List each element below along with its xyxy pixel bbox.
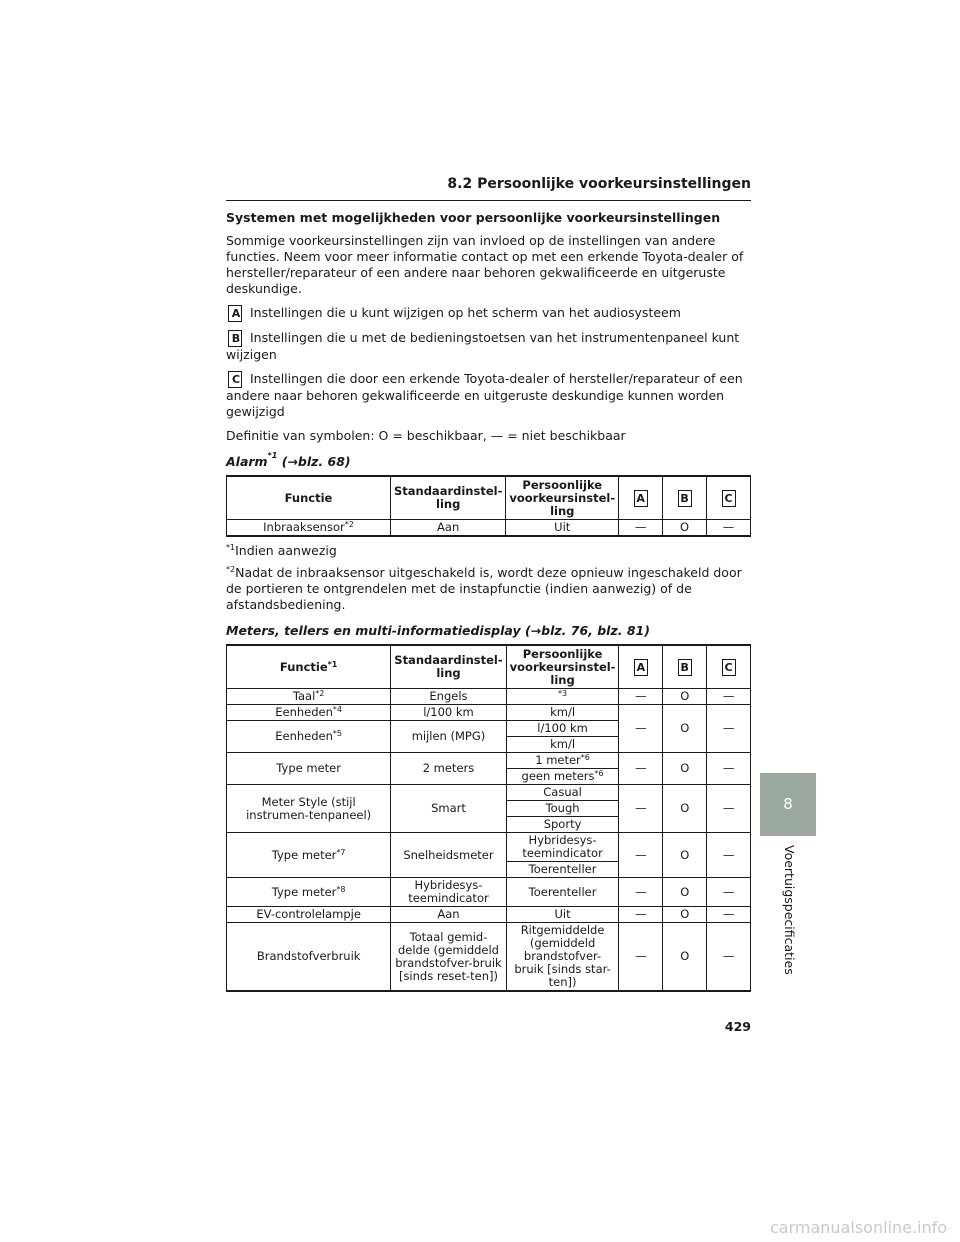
cell-a: — (619, 705, 663, 753)
box-letter-c-icon: C (722, 490, 736, 507)
table-row (227, 705, 751, 721)
cell-persoonlijk: km/l (506, 737, 619, 753)
cell-persoonlijk: Toerenteller (506, 862, 619, 878)
chapter-label: Voertuigspecificaties (782, 845, 797, 975)
col-persoonlijk: Persoonlijke voorkeursinstel-ling (506, 476, 619, 520)
cell-standaard: Engels (391, 689, 506, 705)
box-letter-a-icon: A (634, 659, 648, 676)
cell-c: — (707, 520, 751, 537)
table-row (227, 689, 751, 705)
cell-persoonlijk: *3 (506, 689, 619, 705)
page-number: 429 (724, 1019, 751, 1034)
symbol-definition: Definitie van symbolen: O = beschikbaar, — = niet beschikbaar (226, 428, 626, 443)
cell-persoonlijk: Hybridesys-teemindicator (506, 833, 619, 862)
meters-title-ref: (→blz. 76, blz. 81) (520, 623, 650, 638)
col-c (707, 645, 751, 689)
cell-persoonlijk: Uit (506, 907, 619, 923)
alarm-title-ref: (→blz. 68) (277, 454, 351, 469)
meters-title (226, 623, 751, 638)
cell-standaard: Totaal gemid-delde (gemiddeld brandstofver-bruik [sinds reset-ten]) (391, 923, 506, 992)
box-letter-a-icon: A (634, 490, 648, 507)
col-standaard: Standaardinstel-ling (391, 645, 506, 689)
cell-persoonlijk: geen meters$^{*6}$ (506, 769, 619, 785)
cell-standaard: Smart (391, 785, 506, 833)
cell-standaard: 2 meters (391, 753, 506, 785)
meters-table-header (227, 645, 751, 689)
meters-title-text: Meters, tellers en multi-informatiedisplay (226, 623, 521, 638)
cell-b: O (663, 753, 707, 785)
legend-text-a: Instellingen die u kunt wijzigen op het scherm van het audiosysteem (250, 305, 681, 320)
box-letter-b-icon: B (228, 330, 242, 347)
table-row (227, 907, 751, 923)
cell-standaard: Aan (391, 907, 506, 923)
page-content (226, 210, 751, 992)
cell-a: — (619, 753, 663, 785)
footnote-2: $^{*2}$Nadat de inbraaksensor uitgeschakeld is, wordt deze opnieuw ingeschakeld door de portieren te ontgrendelen met de instapfunctie (indien aanwezig) of de afstandsbediening. (226, 565, 742, 612)
box-letter-a-icon: A (228, 305, 242, 322)
table-row (227, 520, 751, 537)
table-row (227, 923, 751, 992)
col-a (619, 645, 663, 689)
cell-b: O (663, 878, 707, 907)
chapter-number: 8 (783, 795, 793, 813)
cell-b: O (663, 520, 707, 537)
legend-item-c (226, 371, 751, 420)
alarm-table (226, 475, 751, 537)
header-title: 8.2 Persoonlijke voorkeursinstellingen (447, 176, 751, 192)
cell-c: — (707, 923, 751, 992)
cell-standaard: Hybridesys-teemindicator (391, 878, 506, 907)
col-b (663, 476, 707, 520)
watermark: carmanualsonline.info (770, 1218, 948, 1237)
col-persoonlijk: Persoonlijke voorkeursinstel-ling (506, 645, 619, 689)
cell-a: — (619, 833, 663, 878)
cell-c: — (707, 705, 751, 753)
cell-a: — (619, 689, 663, 705)
cell-c: — (707, 907, 751, 923)
table-row (227, 753, 751, 769)
chapter-tab (760, 773, 816, 836)
box-letter-c-icon: C (228, 371, 242, 388)
col-c (707, 476, 751, 520)
cell-persoonlijk: Ritgemiddelde (gemiddeld brandstofver-bruik [sinds star-ten]) (506, 923, 619, 992)
cell-persoonlijk: Casual (506, 785, 619, 801)
col-functie: Functie (227, 476, 391, 520)
cell-persoonlijk: Tough (506, 801, 619, 817)
cell-c: — (707, 689, 751, 705)
cell-functie: Eenheden$^{*4}$ (227, 705, 391, 721)
cell-functie: Eenheden$^{*5}$ (227, 721, 391, 753)
cell-functie: Taal$^{*2}$ (227, 689, 391, 705)
legend-text-b: Instellingen die u met de bedieningstoetsen van het instrumentenpaneel kunt wijzigen (226, 330, 740, 362)
table-row (227, 878, 751, 907)
cell-a: — (619, 923, 663, 992)
cell-functie: Type meter$^{*8}$ (227, 878, 391, 907)
box-letter-b-icon: B (678, 659, 692, 676)
cell-functie: Type meter (227, 753, 391, 785)
alarm-table-header (227, 476, 751, 520)
cell-functie: Meter Style (stijl instrumen-tenpaneel) (227, 785, 391, 833)
cell-b: O (663, 705, 707, 753)
cell-b: O (663, 833, 707, 878)
table-row (227, 833, 751, 862)
cell-standaard: Aan (390, 520, 505, 537)
cell-persoonlijk: Toerenteller (506, 878, 619, 907)
col-a (619, 476, 663, 520)
meters-table (226, 644, 751, 992)
cell-standaard: Snelheidsmeter (391, 833, 506, 878)
alarm-title (226, 451, 751, 469)
cell-b: O (663, 907, 707, 923)
col-standaard: Standaardinstel-ling (390, 476, 505, 520)
cell-functie: Type meter$^{*7}$ (227, 833, 391, 878)
cell-a: — (619, 907, 663, 923)
table-row (227, 785, 751, 801)
cell-persoonlijk: Sporty (506, 817, 619, 833)
section-heading: Systemen met mogelijkheden voor persoonlijke voorkeursinstellingen (226, 210, 721, 225)
cell-persoonlijk: km/l (506, 705, 619, 721)
alarm-title-sup: *1 (267, 451, 278, 460)
cell-persoonlijk: 1 meter$^{*6}$ (506, 753, 619, 769)
cell-a: — (619, 520, 663, 537)
page-header (226, 176, 751, 201)
cell-a: — (619, 878, 663, 907)
col-functie: Functie$^{*1}$ (227, 645, 391, 689)
intro-paragraph: Sommige voorkeursinstellingen zijn van invloed op de instellingen van andere functies. Neem voor meer informatie contact op met een erkende Toyota-dealer of hersteller/reparateur of een andere naar behoren gekwalificeerde en uitgeruste deskundige. (226, 233, 744, 296)
legend-text-c: Instellingen die door een erkende Toyota-dealer of hersteller/reparateur of een andere naar behoren gekwalificeerde en uitgeruste deskundige kunnen worden gewijzigd (226, 371, 743, 419)
cell-persoonlijk: Uit (506, 520, 619, 537)
box-letter-c-icon: C (722, 659, 736, 676)
cell-b: O (663, 785, 707, 833)
col-b (663, 645, 707, 689)
cell-standaard: mijlen (MPG) (391, 721, 506, 753)
cell-c: — (707, 833, 751, 878)
alarm-title-text: Alarm (226, 454, 268, 469)
cell-c: — (707, 753, 751, 785)
cell-b: O (663, 923, 707, 992)
cell-b: O (663, 689, 707, 705)
footnote-1: $^{*1}$Indien aanwezig (226, 543, 337, 558)
cell-functie: EV-controlelampje (227, 907, 391, 923)
cell-functie: Inbraaksensor$^{*2}$ (227, 520, 391, 537)
legend-item-b (226, 330, 751, 363)
cell-c: — (707, 878, 751, 907)
cell-a: — (619, 785, 663, 833)
cell-standaard: l/100 km (391, 705, 506, 721)
legend-item-a (226, 305, 751, 322)
box-letter-b-icon: B (678, 490, 692, 507)
cell-persoonlijk: l/100 km (506, 721, 619, 737)
cell-functie: Brandstofverbruik (227, 923, 391, 992)
cell-c: — (707, 785, 751, 833)
